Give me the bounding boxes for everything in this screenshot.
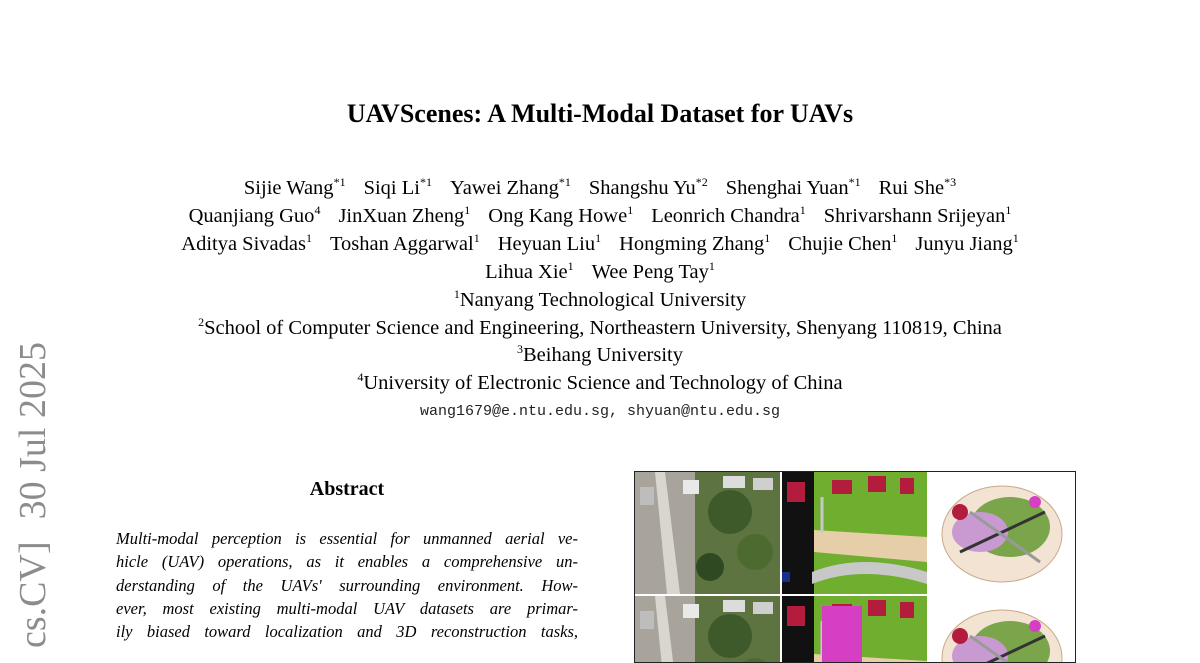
abstract-line: ily biased toward localization and 3D reconstruction tasks, [116, 622, 578, 642]
rooftop [683, 604, 699, 618]
roof-class [900, 602, 914, 618]
affiliation-line [0, 372, 1200, 395]
author-name-text: Shenghai Yuan [725, 177, 849, 199]
author-affiliation-mark: 1 [595, 231, 602, 245]
author-name-text: Rui She [878, 177, 945, 199]
rgb-aerial-photo-graphic [635, 596, 780, 663]
author-affiliation-mark: 1 [799, 203, 806, 217]
affiliation-mark: 1 [453, 287, 460, 301]
author-affiliation-mark: 4 [314, 203, 321, 217]
roof-class [787, 482, 805, 502]
teaser-figure [634, 471, 1076, 663]
author-affiliation-mark: 1 [764, 231, 771, 245]
author-affiliation-mark: *3 [944, 175, 957, 189]
rgb-aerial-photo-graphic [635, 472, 780, 594]
tree-canopy [708, 614, 752, 658]
rooftop [723, 476, 745, 488]
author-row [0, 177, 1200, 200]
abstract-line: hicle (UAV) operations, as it enables a comprehensive un- [116, 552, 578, 572]
author-name-text: Lihua Xie [485, 261, 568, 283]
affiliation-text: Beihang University [523, 344, 683, 366]
author-name-text: Quanjiang Guo [188, 205, 315, 227]
roof-class [832, 480, 852, 494]
author-name [189, 205, 321, 228]
author-name [450, 177, 571, 200]
figure-tile-lidar-point-cloud [930, 596, 1075, 663]
tree-canopy [737, 534, 773, 570]
affiliation-text: School of Computer Science and Engineering, Northeastern University, Shenyang 110819, China [204, 317, 1002, 339]
abstract-body [116, 527, 578, 643]
abstract-line: derstanding of the UAVs' surrounding environment. How- [116, 575, 578, 595]
abstract-line: Multi-modal perception is essential for unmanned aerial ve- [116, 529, 578, 548]
author-name [338, 205, 470, 228]
figure-tile-rgb-aerial-photo [635, 596, 780, 663]
affiliation-mark: 3 [517, 342, 523, 356]
rooftop [753, 602, 773, 614]
author-affiliation-mark: *1 [333, 175, 346, 189]
affiliation-line [0, 344, 1200, 367]
tree-canopy [708, 490, 752, 534]
author-affiliation-mark: 1 [891, 231, 898, 245]
author-name-text: Leonrich Chandra [651, 205, 800, 227]
author-name [651, 205, 806, 228]
author-affiliation-mark: 1 [464, 203, 471, 217]
roof-class [868, 476, 886, 492]
roof-points [952, 628, 968, 644]
roof-class [900, 478, 914, 494]
author-affiliation-mark: 1 [708, 259, 715, 273]
affiliation-mark: 4 [357, 370, 364, 384]
affiliation-text: Nanyang Technological University [459, 289, 747, 311]
author-affiliation-mark: 1 [1012, 231, 1019, 245]
affiliation-line [0, 317, 1200, 340]
author-name [726, 177, 861, 200]
rooftop [640, 487, 654, 505]
author-name [592, 261, 715, 284]
author-name [244, 177, 346, 200]
rooftop [640, 611, 654, 629]
abstract-line: ever, most existing multi-modal UAV datasets are primar- [116, 598, 578, 618]
author-name [824, 205, 1012, 228]
author-name-text: Siqi Li [363, 177, 420, 199]
author-name-text: Aditya Sivadas [181, 233, 306, 255]
author-name-text: JinXuan Zheng [338, 205, 465, 227]
semantic-segmentation-map-graphic [782, 596, 927, 663]
author-name [498, 233, 601, 256]
author-name [915, 233, 1018, 256]
author-name-text: Hongming Zhang [619, 233, 765, 255]
author-row [0, 261, 1200, 284]
author-name-text: Shrivarshann Srijeyan [823, 205, 1006, 227]
author-name [619, 233, 770, 256]
author-name [181, 233, 312, 256]
author-affiliation-mark: *1 [848, 175, 861, 189]
author-name [788, 233, 897, 256]
lidar-point-cloud-graphic [930, 596, 1075, 663]
rooftop [753, 478, 773, 490]
magenta-points [1029, 496, 1041, 508]
author-affiliation-mark: 1 [627, 203, 634, 217]
affiliation-text: University of Electronic Science and Technology of China [363, 372, 843, 394]
author-name-text: Shangshu Yu [588, 177, 696, 199]
rooftop [683, 480, 699, 494]
author-name-text: Junyu Jiang [915, 233, 1013, 255]
author-name [330, 233, 480, 256]
author-affiliation-mark: *1 [419, 175, 432, 189]
author-name-text: Ong Kang Howe [488, 205, 628, 227]
tree-canopy [696, 553, 724, 581]
author-name-text: Yawei Zhang [449, 177, 559, 199]
author-name-text: Wee Peng Tay [591, 261, 709, 283]
affiliation-mark: 2 [198, 315, 205, 329]
contact-emails: wang1679@e.ntu.edu.sg, shyuan@ntu.edu.sg [419, 403, 781, 420]
arxiv-date: 30 Jul 2025 [12, 342, 54, 520]
author-name-text: Heyuan Liu [497, 233, 596, 255]
roof-class [787, 606, 805, 626]
figure-tile-rgb-aerial-photo [635, 472, 780, 594]
semantic-segmentation-map-graphic [782, 472, 927, 594]
author-affiliation-mark: 1 [473, 231, 480, 245]
arxiv-category: cs.CV] [12, 541, 54, 648]
magenta-points [1029, 620, 1041, 632]
author-affiliation-mark: *1 [558, 175, 571, 189]
abstract-heading: Abstract [309, 478, 385, 500]
affiliation-line [0, 289, 1200, 312]
roof-points [952, 504, 968, 520]
author-affiliation-mark: *2 [695, 175, 708, 189]
author-name-text: Sijie Wang [243, 177, 334, 199]
water-class [782, 572, 790, 582]
author-name-text: Chujie Chen [788, 233, 892, 255]
author-affiliation-mark: 1 [1005, 203, 1012, 217]
author-name [485, 261, 574, 284]
roof-class [868, 600, 886, 616]
author-row [0, 233, 1200, 256]
author-name [488, 205, 633, 228]
author-row [0, 205, 1200, 228]
author-affiliation-mark: 1 [305, 231, 312, 245]
author-name [364, 177, 432, 200]
author-name [879, 177, 957, 200]
author-name-text: Toshan Aggarwal [329, 233, 474, 255]
figure-tile-semantic-segmentation-map [782, 472, 927, 594]
magenta-class [822, 606, 862, 663]
author-name [589, 177, 708, 200]
figure-tile-semantic-segmentation-map [782, 596, 927, 663]
paper-title: UAVScenes: A Multi-Modal Dataset for UAVs [346, 99, 854, 128]
rooftop [723, 600, 745, 612]
author-affiliation-mark: 1 [567, 259, 574, 273]
figure-tile-lidar-point-cloud [930, 472, 1075, 594]
lidar-point-cloud-graphic [930, 472, 1075, 594]
